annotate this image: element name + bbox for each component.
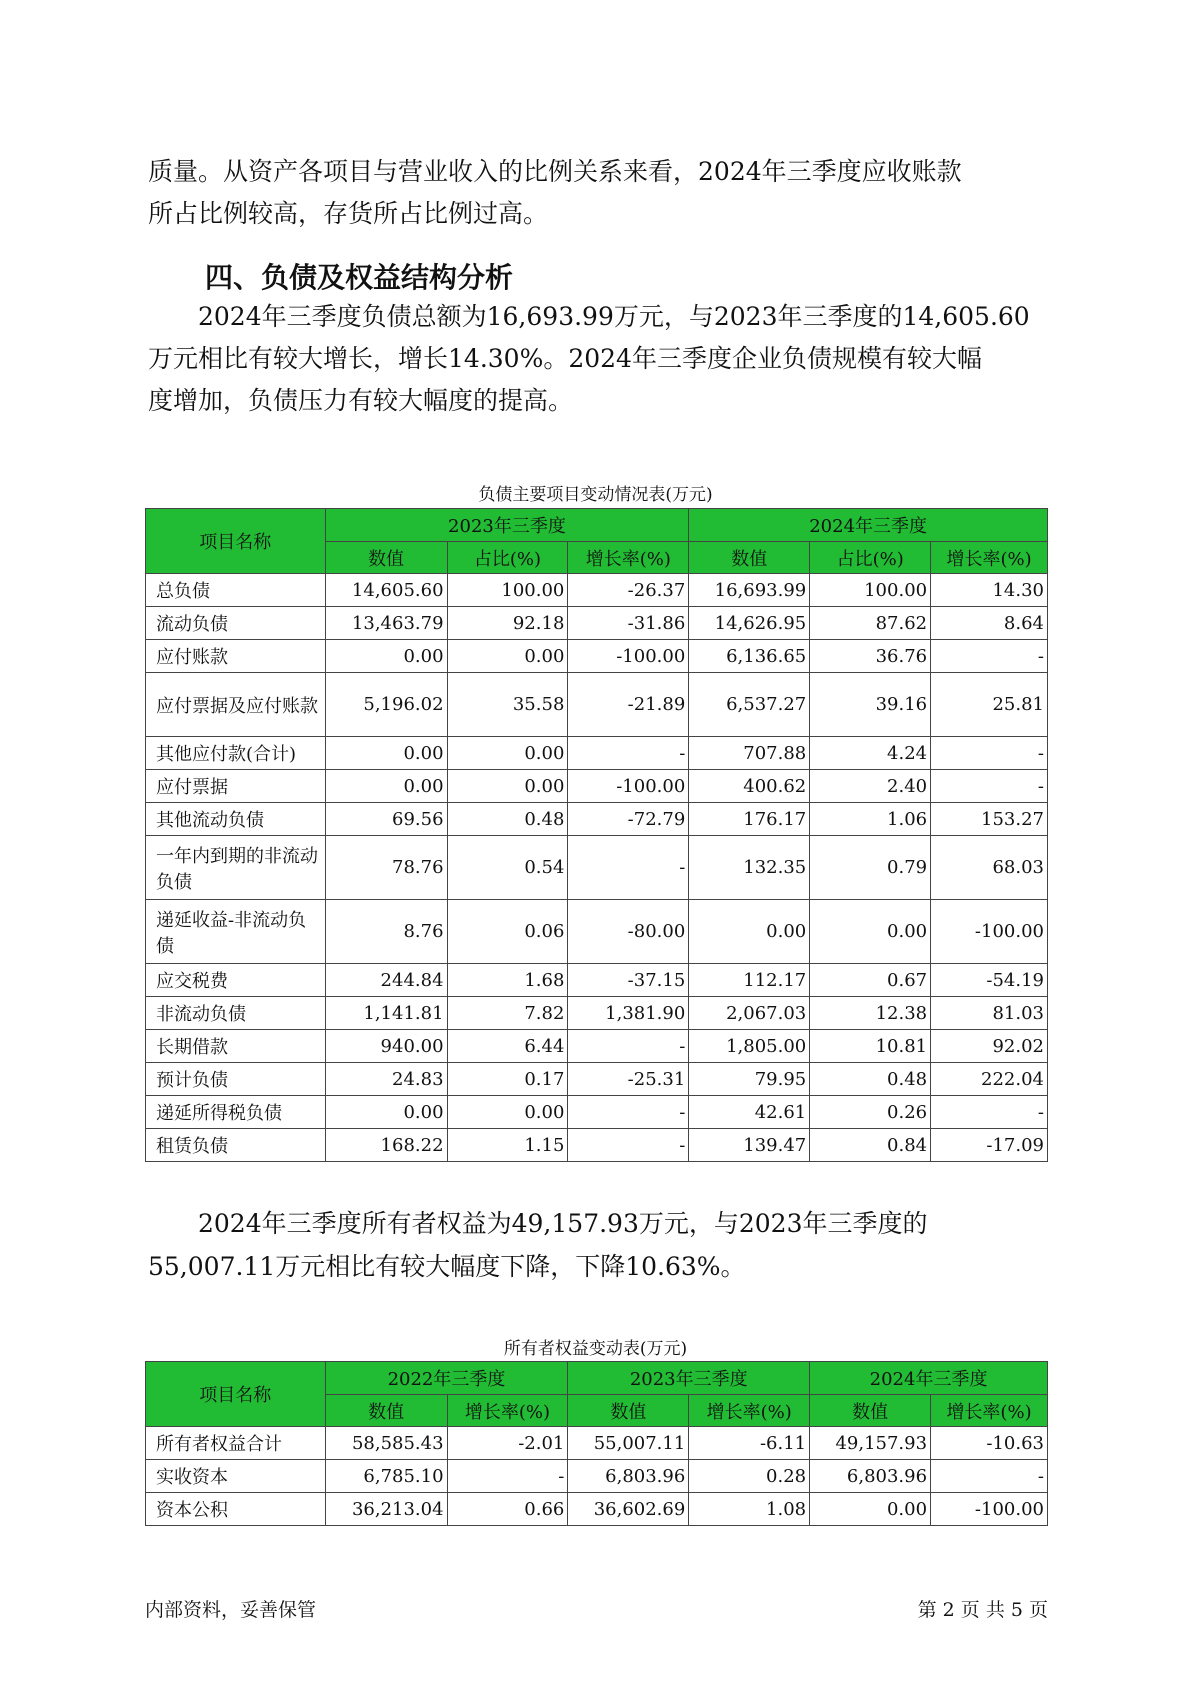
body-paragraph-line: 55,007.11万元相比有较大幅度下降，下降10.63%。 [148,1252,746,1281]
table-cell: 0.17 [447,1063,568,1096]
liabilities-table [145,508,1048,1162]
column-header: 数值 [568,1395,689,1427]
table-row [146,900,1048,964]
body-paragraph-line: 2024年三季度负债总额为16,693.99万元，与2023年三季度的14,605.60 [198,302,1030,331]
row-label: 应付票据 [146,770,326,803]
table-cell: - [568,836,689,900]
period-header: 2023年三季度 [325,509,689,542]
column-header: 增长率(%) [447,1395,568,1427]
table-cell: 24.83 [325,1063,447,1096]
table-cell: 6.44 [447,1030,568,1063]
table-cell: 36,213.04 [325,1493,447,1526]
table-row [146,997,1048,1030]
row-label: 一年内到期的非流动负债 [146,836,326,900]
table-cell: 13,463.79 [325,607,447,640]
table-cell: 0.26 [810,1096,931,1129]
item-name-header: 项目名称 [146,1362,326,1427]
row-label: 长期借款 [146,1030,326,1063]
period-header: 2023年三季度 [568,1362,810,1395]
table-row [146,1493,1048,1526]
table-cell: 55,007.11 [568,1427,689,1460]
row-label: 递延所得税负债 [146,1096,326,1129]
table-cell: 81.03 [931,997,1048,1030]
table-row [146,1129,1048,1162]
table-cell: -2.01 [447,1427,568,1460]
row-label: 其他应付款(合计) [146,737,326,770]
table-cell: 132.35 [689,836,810,900]
column-header: 数值 [810,1395,931,1427]
row-label: 租赁负债 [146,1129,326,1162]
table-cell: 1.08 [689,1493,810,1526]
table-cell: -72.79 [568,803,689,836]
table-row [146,1427,1048,1460]
table-cell: - [447,1460,568,1493]
table-cell: -6.11 [689,1427,810,1460]
table-cell: 6,785.10 [325,1460,447,1493]
row-label: 递延收益-非流动负债 [146,900,326,964]
table-cell: 5,196.02 [325,673,447,737]
table-cell: 92.02 [931,1030,1048,1063]
table-cell: 49,157.93 [810,1427,931,1460]
period-header: 2024年三季度 [689,509,1048,542]
table-cell: 1,141.81 [325,997,447,1030]
table-cell: - [931,1460,1048,1493]
table-cell: - [568,1129,689,1162]
table-cell: -31.86 [568,607,689,640]
table-cell: - [568,1096,689,1129]
table-cell: -25.31 [568,1063,689,1096]
table-cell: 0.66 [447,1493,568,1526]
column-header: 数值 [689,542,810,574]
table-cell: 10.81 [810,1030,931,1063]
column-header: 占比(%) [447,542,568,574]
table-row [146,574,1048,607]
table-cell: 139.47 [689,1129,810,1162]
table-cell: 42.61 [689,1096,810,1129]
column-header: 增长率(%) [689,1395,810,1427]
table-cell: 940.00 [325,1030,447,1063]
body-paragraph-line: 质量。从资产各项目与营业收入的比例关系来看，2024年三季度应收账款 [148,157,962,186]
table-cell: 100.00 [447,574,568,607]
table-cell: -10.63 [931,1427,1048,1460]
table-cell: 6,136.65 [689,640,810,673]
table-row [146,1030,1048,1063]
table-cell: - [568,737,689,770]
table-cell: 2.40 [810,770,931,803]
table-cell: 0.00 [447,1096,568,1129]
table-cell: -21.89 [568,673,689,737]
table-cell: -17.09 [931,1129,1048,1162]
table-cell: 222.04 [931,1063,1048,1096]
table-cell: 0.48 [447,803,568,836]
table-cell: 14,626.95 [689,607,810,640]
table-cell: 39.16 [810,673,931,737]
table-cell: - [931,1096,1048,1129]
table-caption: 所有者权益变动表(万元) [503,1339,688,1359]
item-name-header: 项目名称 [146,509,326,574]
page-number: 第 2 页 共 5 页 [917,1599,1048,1621]
table-cell: - [931,770,1048,803]
table-cell: 35.58 [447,673,568,737]
table-cell: 0.79 [810,836,931,900]
table-cell: 0.00 [325,770,447,803]
table-cell: 12.38 [810,997,931,1030]
table-row [146,1460,1048,1493]
table-cell: 58,585.43 [325,1427,447,1460]
row-label: 流动负债 [146,607,326,640]
table-cell: 153.27 [931,803,1048,836]
table-cell: 112.17 [689,964,810,997]
table-row [146,1096,1048,1129]
period-header: 2022年三季度 [325,1362,568,1395]
body-paragraph-line: 2024年三季度所有者权益为49,157.93万元，与2023年三季度的 [198,1209,928,1238]
table-row [146,1063,1048,1096]
table-cell: - [931,640,1048,673]
table-cell: -37.15 [568,964,689,997]
table-cell: 0.28 [689,1460,810,1493]
table-cell: 1,381.90 [568,997,689,1030]
table-cell: 6,803.96 [810,1460,931,1493]
section-heading: 四、负债及权益结构分析 [205,261,514,294]
table-row [146,964,1048,997]
table-row [146,803,1048,836]
row-label: 资本公积 [146,1493,326,1526]
table-cell: -100.00 [568,640,689,673]
table-row [146,673,1048,737]
table-cell: 176.17 [689,803,810,836]
row-label: 预计负债 [146,1063,326,1096]
table-cell: 1.15 [447,1129,568,1162]
table-cell: 707.88 [689,737,810,770]
table-cell: 244.84 [325,964,447,997]
table-cell: 4.24 [810,737,931,770]
table-cell: - [931,737,1048,770]
table-row [146,737,1048,770]
table-cell: 400.62 [689,770,810,803]
column-header: 占比(%) [810,542,931,574]
table-cell: -100.00 [931,900,1048,964]
table-cell: -54.19 [931,964,1048,997]
table-cell: 7.82 [447,997,568,1030]
column-header: 增长率(%) [931,1395,1048,1427]
table-row [146,770,1048,803]
table-cell: 0.00 [810,900,931,964]
body-paragraph-line: 度增加，负债压力有较大幅度的提高。 [148,386,574,415]
table-cell: 0.00 [447,770,568,803]
period-header: 2024年三季度 [810,1362,1048,1395]
table-cell: -80.00 [568,900,689,964]
table-row [146,607,1048,640]
row-label: 应付票据及应付账款 [146,673,326,737]
table-cell: 78.76 [325,836,447,900]
row-label: 应交税费 [146,964,326,997]
table-cell: 0.00 [325,1096,447,1129]
table-cell: 0.00 [325,640,447,673]
table-cell: 68.03 [931,836,1048,900]
column-header: 增长率(%) [931,542,1048,574]
table-cell: 36,602.69 [568,1493,689,1526]
table-cell: 6,803.96 [568,1460,689,1493]
table-cell: 0.84 [810,1129,931,1162]
table-cell: 8.76 [325,900,447,964]
table-cell: -26.37 [568,574,689,607]
table-cell: 100.00 [810,574,931,607]
row-label: 所有者权益合计 [146,1427,326,1460]
table-cell: 6,537.27 [689,673,810,737]
table-cell: 14,605.60 [325,574,447,607]
table-cell: -100.00 [931,1493,1048,1526]
table-caption: 负债主要项目变动情况表(万元) [478,485,713,505]
row-label: 总负债 [146,574,326,607]
footer-note: 内部资料，妥善保管 [145,1599,317,1621]
table-cell: 14.30 [931,574,1048,607]
table-cell: 0.48 [810,1063,931,1096]
table-cell: -100.00 [568,770,689,803]
body-paragraph-line: 万元相比有较大增长，增长14.30%。2024年三季度企业负债规模有较大幅 [148,344,982,373]
table-cell: 16,693.99 [689,574,810,607]
column-header: 数值 [325,542,447,574]
table-cell: 0.00 [447,737,568,770]
body-paragraph-line: 所占比例较高，存货所占比例过高。 [148,199,549,228]
table-cell: 168.22 [325,1129,447,1162]
table-cell: 0.00 [689,900,810,964]
table-row [146,836,1048,900]
equity-table [145,1361,1048,1526]
table-cell: 1,805.00 [689,1030,810,1063]
table-cell: 1.06 [810,803,931,836]
table-cell: 36.76 [810,640,931,673]
table-cell: 0.06 [447,900,568,964]
row-label: 非流动负债 [146,997,326,1030]
row-label: 应付账款 [146,640,326,673]
table-cell: 2,067.03 [689,997,810,1030]
table-cell: 8.64 [931,607,1048,640]
table-cell: 69.56 [325,803,447,836]
table-cell: 25.81 [931,673,1048,737]
table-cell: 0.54 [447,836,568,900]
table-cell: 0.00 [325,737,447,770]
table-cell: 0.67 [810,964,931,997]
table-cell: 87.62 [810,607,931,640]
column-header: 数值 [325,1395,447,1427]
table-cell: 79.95 [689,1063,810,1096]
table-cell: 0.00 [810,1493,931,1526]
row-label: 实收资本 [146,1460,326,1493]
table-cell: 92.18 [447,607,568,640]
row-label: 其他流动负债 [146,803,326,836]
table-cell: - [568,1030,689,1063]
table-cell: 0.00 [447,640,568,673]
table-cell: 1.68 [447,964,568,997]
column-header: 增长率(%) [568,542,689,574]
table-row [146,640,1048,673]
